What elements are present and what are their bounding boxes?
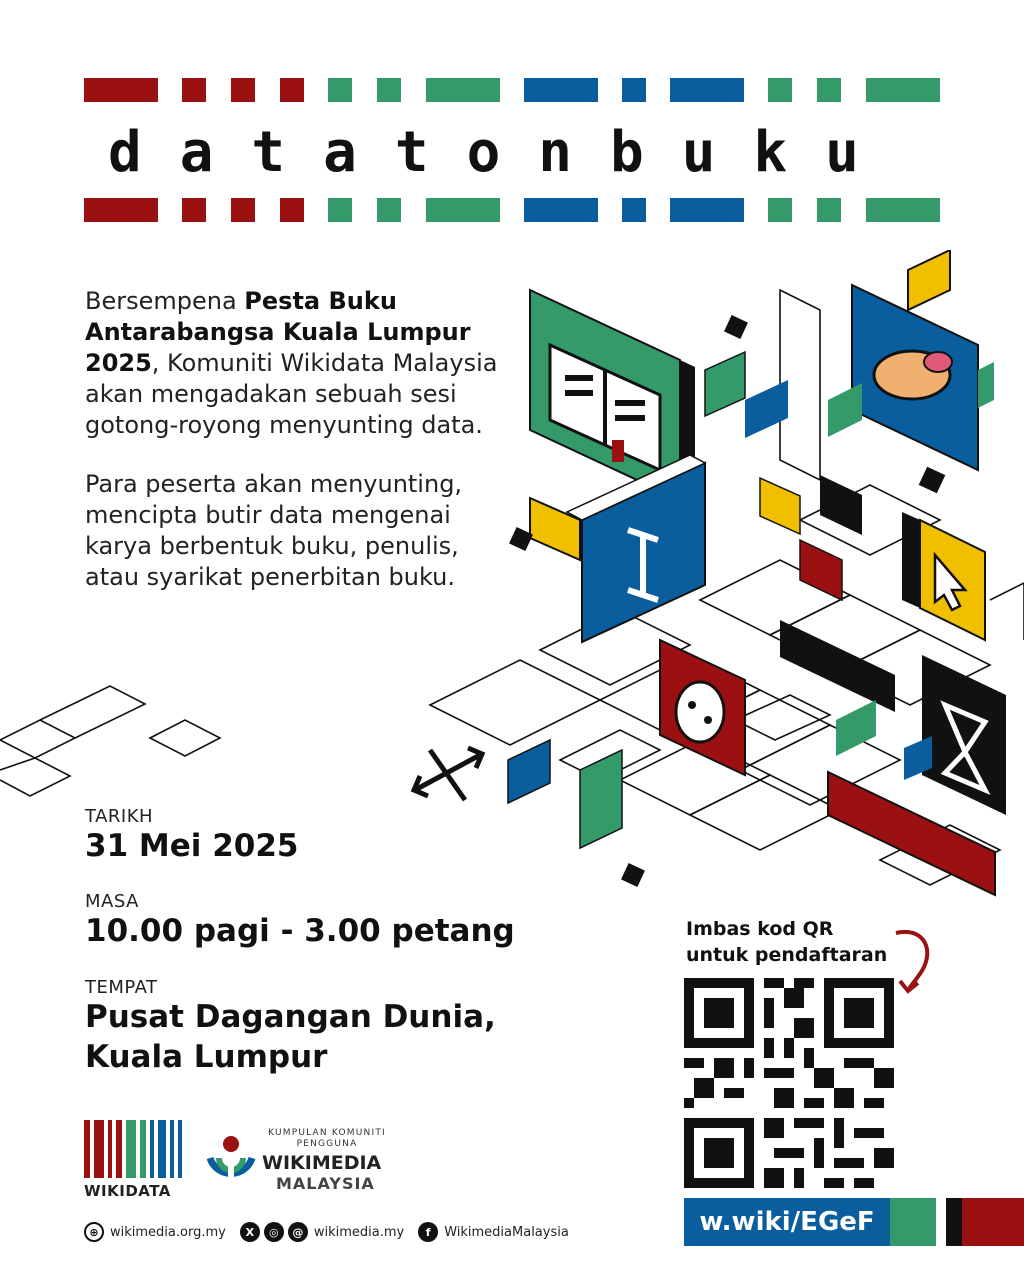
wikimedia-malaysia-logo — [204, 1128, 404, 1198]
arrow-curve-icon — [890, 925, 940, 995]
wm-small-text: KUMPULAN KOMUNITI PENGGUNA — [268, 1128, 386, 1149]
qr-caption: Imbas kod QR untuk pendaftaran — [686, 918, 888, 966]
event-name: Pesta Buku Antarabangsa Kuala Lumpur 2025 — [85, 287, 471, 377]
date-label: TARIKH — [85, 806, 154, 827]
globe-icon: ⊕ — [84, 1222, 104, 1242]
wm-wordmark: WIKIMEDIA — [262, 1152, 382, 1174]
instagram-icon[interactable]: ◎ — [264, 1222, 284, 1242]
social-links — [84, 1220, 583, 1244]
poster-title — [84, 118, 940, 188]
facebook-link[interactable]: WikimediaMalaysia — [444, 1224, 569, 1240]
short-url-bar[interactable] — [684, 1198, 1024, 1246]
intro-paragraph-2: Para peserta akan menyunting, mencipta butir data mengenai karya berbentuk buku, penulis, atau syarikat penerbitan buku. — [85, 470, 463, 591]
wikidata-logo — [84, 1120, 184, 1200]
wikidata-wordmark: WIKIDATA — [84, 1182, 171, 1200]
x-icon[interactable]: X — [240, 1222, 260, 1242]
wm-country: MALAYSIA — [276, 1174, 375, 1193]
venue-line-2: Kuala Lumpur — [85, 1039, 328, 1075]
date-value: 31 Mei 2025 — [85, 828, 299, 864]
eraser-icon — [874, 351, 952, 399]
short-url-link[interactable]: w.wiki/EGeF — [699, 1207, 875, 1237]
time-value: 10.00 pagi - 3.00 petang — [85, 913, 515, 949]
top-color-strip — [84, 78, 940, 102]
facebook-icon[interactable]: f — [418, 1222, 438, 1242]
isometric-illustration — [0, 250, 1024, 900]
time-label: MASA — [85, 891, 139, 912]
threads-icon[interactable]: @ — [288, 1222, 308, 1242]
title-text: datatonbuku — [108, 120, 897, 185]
website-link[interactable]: wikimedia.org.my — [110, 1224, 226, 1240]
bottom-color-strip — [84, 198, 940, 222]
venue-line-1: Pusat Dagangan Dunia, — [85, 999, 496, 1035]
qr-code[interactable] — [684, 978, 894, 1188]
bug-icon — [676, 682, 724, 742]
move-icon — [414, 748, 482, 800]
venue-label: TEMPAT — [85, 977, 158, 998]
intro-paragraph-1: Bersempena Pesta Buku Antarabangsa Kuala Lumpur 2025, Komuniti Wikidata Malaysia akan mengadakan sebuah sesi gotong-royong menyunting data. — [85, 287, 498, 439]
wikimedia-icon — [204, 1132, 258, 1192]
social-handle-link[interactable]: wikimedia.my — [313, 1224, 405, 1240]
